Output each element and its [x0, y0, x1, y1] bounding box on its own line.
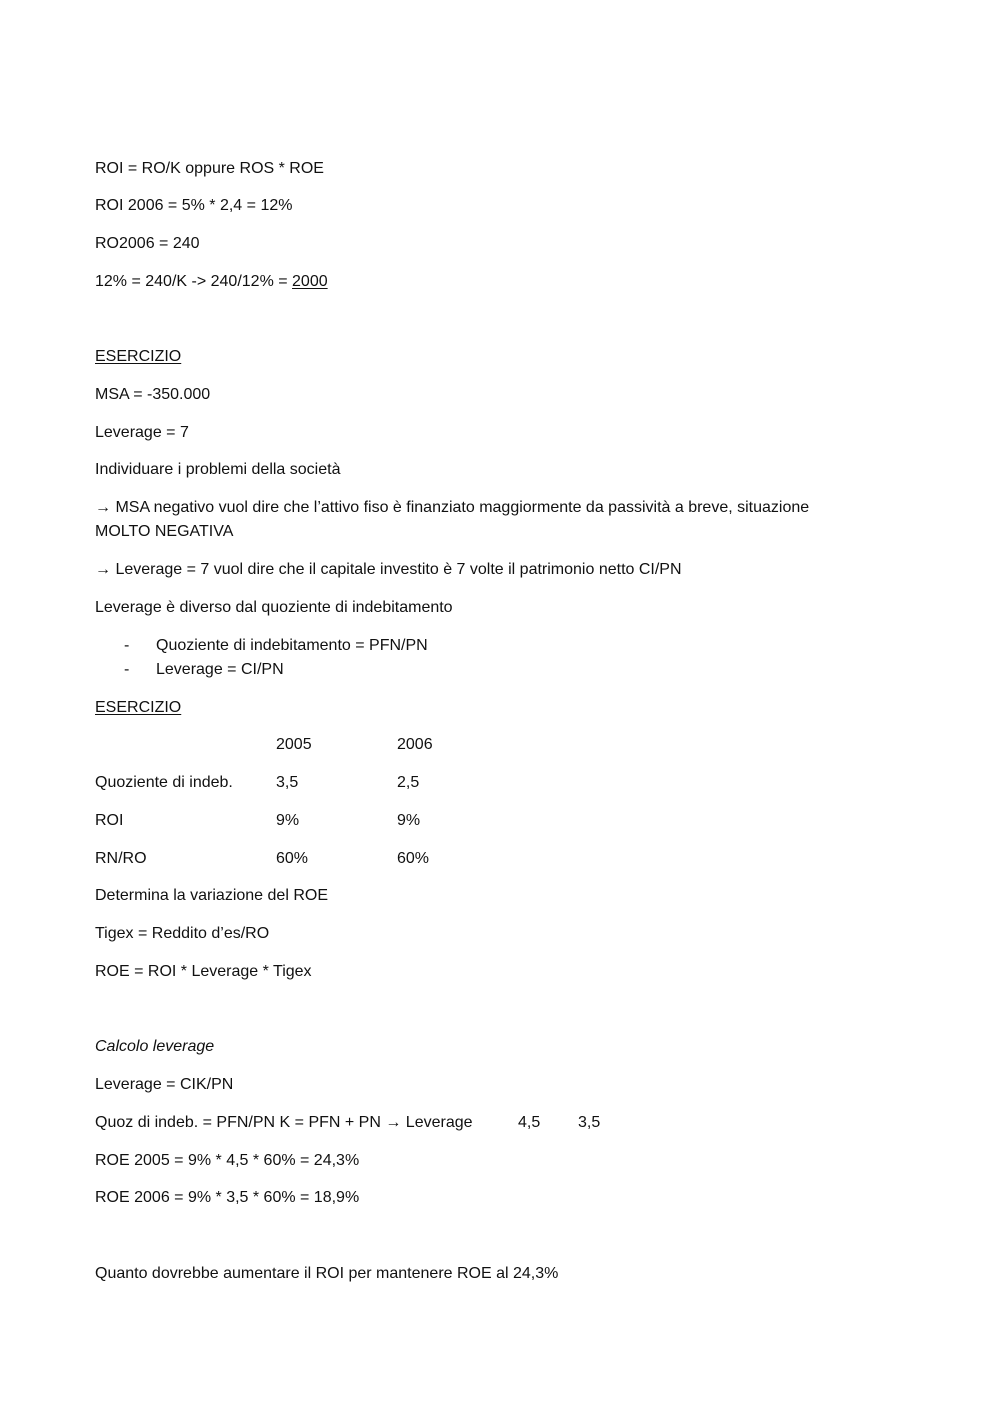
leverage-2005-value: 4,5: [518, 1114, 541, 1131]
roe-2005-line: ROE 2005 = 9% * 4,5 * 60% = 24,3%: [95, 1152, 360, 1169]
leverage-explanation-line: → Leverage = 7 vuol dire che il capitale investito è 7 volte il patrimonio netto CI/PN: [95, 561, 682, 578]
table-cell: 9%: [397, 812, 421, 829]
leverage-2006-value: 3,5: [578, 1114, 601, 1131]
debt-ratio-text: Quoz di indeb. = PFN/PN K = PFN + PN → Leverage: [95, 1114, 473, 1131]
leverage-formula: Leverage = CIK/PN: [95, 1076, 234, 1093]
capital-calc-text: 12% = 240/K -> 240/12% =: [95, 273, 293, 290]
exercise-heading-1: ESERCIZIO: [95, 348, 182, 365]
msa-line: MSA = -350.000: [95, 386, 211, 403]
table-cell: 3,5: [276, 774, 299, 791]
table-cell: 60%: [276, 850, 309, 867]
column-header: 2005: [276, 736, 312, 753]
msa-explanation-line-1: → MSA negativo vuol dire che l’attivo fiso è finanziato maggiormente da passività a breve, situazione: [95, 499, 810, 516]
tigex-formula: Tigex = Reddito d’es/RO: [95, 925, 270, 942]
bullet-marker: -: [124, 661, 130, 678]
bullet-text: Leverage = CI/PN: [156, 661, 284, 678]
roe-variation-task: Determina la variazione del ROE: [95, 887, 328, 904]
table-cell: Quoziente di indeb.: [95, 774, 233, 791]
column-header: 2006: [397, 736, 433, 753]
table-cell: 9%: [276, 812, 300, 829]
leverage-calc-heading: Calcolo leverage: [95, 1038, 215, 1055]
table-cell: ROI: [95, 812, 124, 829]
capital-result: 2000: [292, 273, 328, 290]
table-cell: RN/RO: [95, 850, 147, 867]
task-line: Individuare i problemi della società: [95, 461, 341, 478]
leverage-line: Leverage = 7: [95, 424, 189, 441]
roe-formula: ROE = ROI * Leverage * Tigex: [95, 963, 312, 980]
ro-2006-line: RO2006 = 240: [95, 235, 200, 252]
exercise-heading-2: ESERCIZIO: [95, 699, 182, 716]
msa-explanation-line-2: MOLTO NEGATIVA: [95, 523, 234, 540]
capital-calc-line: [95, 272, 328, 292]
table-cell: 2,5: [397, 774, 420, 791]
leverage-difference-line: Leverage è diverso dal quoziente di indebitamento: [95, 599, 453, 616]
bullet-text: Quoziente di indebitamento = PFN/PN: [156, 637, 428, 654]
roi-2006-line: ROI 2006 = 5% * 2,4 = 12%: [95, 197, 293, 214]
roe-2006-line: ROE 2006 = 9% * 3,5 * 60% = 18,9%: [95, 1189, 360, 1206]
roi-formula-line: ROI = RO/K oppure ROS * ROE: [95, 160, 324, 177]
table-cell: 60%: [397, 850, 430, 867]
bullet-marker: -: [124, 637, 130, 654]
roi-increase-question: Quanto dovrebbe aumentare il ROI per mantenere ROE al 24,3%: [95, 1265, 559, 1282]
